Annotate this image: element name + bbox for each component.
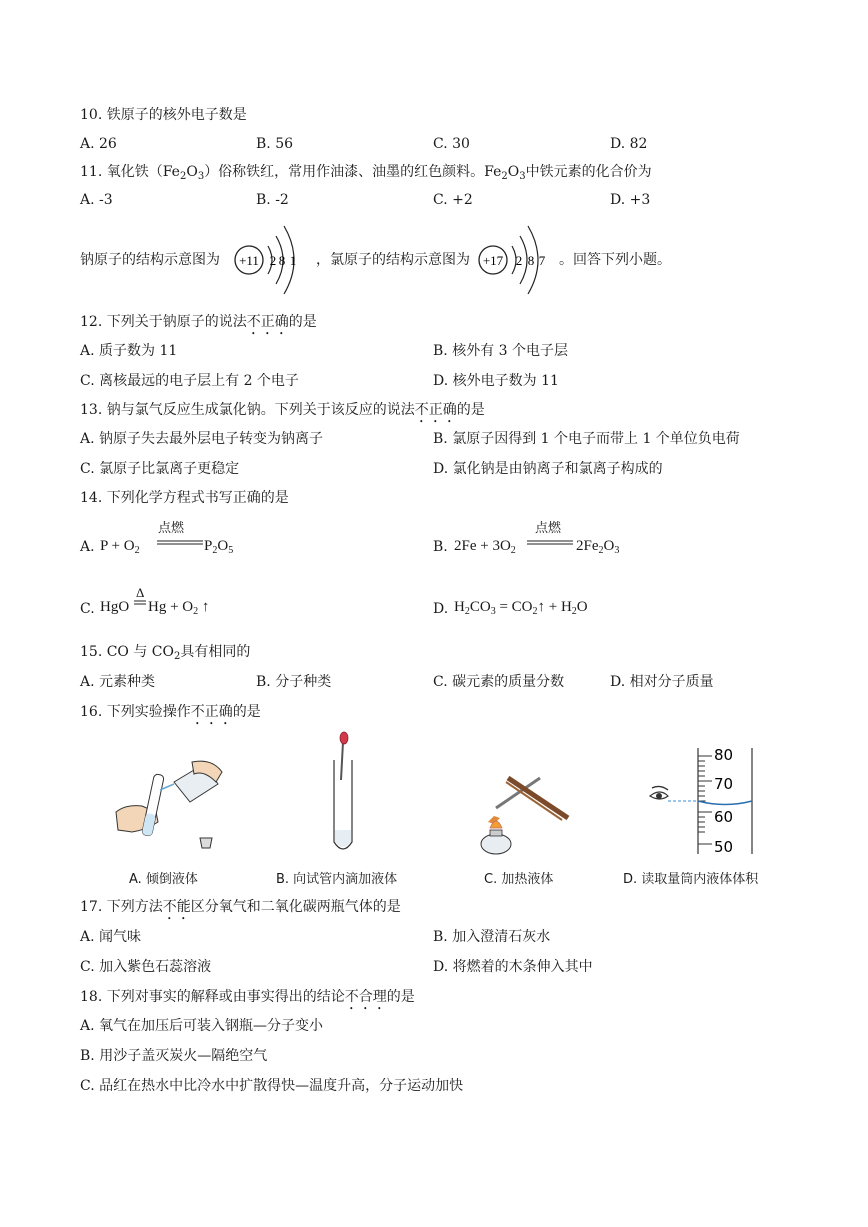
scale-60: 60: [714, 808, 734, 826]
q18-option-a: A. 氧气在加压后可装入钢瓶—分子变小: [80, 1018, 324, 1034]
q14-label-a: A.: [80, 539, 95, 555]
q11-stem: 11. 氧化铁$(Fe_2O_3)$俗称铁红，常用作油漆、油墨的红色颜料。$Fe_2O_3$中铁元素的化合价为: [80, 164, 652, 182]
q13-stem: 13. 钠与氯气反应生成氯化钠。下列关于该反应的说法不正确的是: [80, 402, 485, 418]
q14-a-double-bar: [157, 540, 205, 546]
cl-shell-3: 7: [538, 253, 546, 268]
q14-label-c: C.: [80, 601, 95, 617]
q11-option-c: C. +2: [433, 192, 473, 208]
q12-option-a: A. 质子数为 11: [80, 343, 178, 359]
q15-stem: 15. CO 与 $CO_2$具有相同的: [80, 644, 251, 662]
q11-option-b: B. -2: [256, 192, 289, 208]
sodium-atom-diagram: [232, 222, 322, 298]
q15-option-b: B. 分子种类: [256, 674, 332, 690]
q17-option-b: B. 加入澄清石灰水: [433, 929, 551, 945]
q14-b-double-bar: [527, 540, 575, 546]
q14-b-right: $2Fe_2O_3$: [576, 538, 620, 556]
q15-option-a: A. 元素种类: [80, 674, 156, 690]
scale-80: 80: [714, 746, 734, 764]
q11-option-d: D. +3: [610, 192, 651, 208]
q11-option-a: A. -3: [80, 192, 113, 208]
q17-stem: 17. 下列方法不能区分氧气和二氧化碳两瓶气体的是: [80, 899, 401, 915]
intro-text-1: 钠原子的结构示意图为: [80, 252, 220, 268]
q15-option-c: C. 碳元素的质量分数: [433, 674, 565, 690]
q14-b-left: $2Fe + 3O_2$: [454, 538, 516, 556]
q14-c-right: $Hg + O_2$ ↑: [148, 599, 210, 617]
q18-stem: 18. 下列对事实的解释或由事实得出的结论不合理的是: [80, 989, 415, 1005]
q16-caption-c: C. 加热液体: [484, 872, 554, 887]
chlorine-atom-diagram: [476, 222, 566, 298]
q10-option-a: A. 26: [80, 136, 117, 152]
cylinder-reading-illustration: [640, 744, 760, 859]
scale-70: 70: [714, 775, 734, 793]
q12-option-b: B. 核外有 3 个电子层: [433, 343, 568, 359]
q14-a-left: $P + O_2$: [100, 538, 140, 556]
q12-option-d: D. 核外电子数为 11: [433, 373, 559, 389]
q14-c-delta: Δ: [136, 585, 145, 600]
q14-d-equation: $H_2CO_3$ = $CO_2↑ + H_2O$: [454, 599, 588, 617]
na-shell-2: 8: [278, 253, 286, 268]
q18-option-c: C. 品红在热水中比冷水中扩散得快—温度升高，分子运动加快: [80, 1078, 464, 1094]
q14-label-d: D.: [433, 601, 449, 617]
q10-option-d: D. 82: [610, 136, 648, 152]
dropper-test-tube-illustration: [328, 730, 358, 860]
q14-b-condition: 点燃: [535, 521, 562, 536]
q13-option-d: D. 氯化钠是由钠离子和氯离子构成的: [433, 461, 663, 477]
q14-c-double-bar: [134, 600, 148, 606]
q15-option-d: D. 相对分子质量: [610, 674, 714, 690]
pouring-liquid-illustration: [112, 760, 227, 860]
q10-option-c: C. 30: [433, 136, 470, 152]
q16-stem: 16. 下列实验操作不正确的是: [80, 704, 261, 720]
na-nucleus-label: +11: [239, 253, 259, 268]
q16-caption-a: A. 倾倒液体: [129, 872, 198, 887]
q13-option-c: C. 氯原子比氯离子更稳定: [80, 461, 240, 477]
cl-nucleus-label: +17: [482, 253, 504, 268]
q17-option-a: A. 闻气味: [80, 929, 142, 945]
q17-option-d: D. 将燃着的木条伸入其中: [433, 959, 593, 975]
q12-option-c: C. 离核最远的电子层上有 2 个电子: [80, 373, 299, 389]
q10-stem: 10. 铁原子的核外电子数是: [80, 107, 247, 123]
q10-option-b: B. 56: [256, 136, 294, 152]
heating-liquid-illustration: [478, 772, 573, 862]
q14-label-b: B.: [433, 539, 448, 555]
intro-text-3: 。回答下列小题。: [559, 252, 671, 268]
na-shell-3: 1: [289, 253, 297, 268]
na-shell-1: 2: [269, 253, 277, 268]
q13-option-a: A. 钠原子失去最外层电子转变为钠离子: [80, 431, 324, 447]
q14-a-right: $P_2O_5$: [204, 538, 234, 556]
scale-50: 50: [714, 838, 734, 856]
q16-caption-b: B. 向试管内滴加液体: [276, 872, 398, 887]
q16-caption-d: D. 读取量筒内液体体积: [623, 872, 759, 887]
q17-option-c: C. 加入紫色石蕊溶液: [80, 959, 212, 975]
q12-stem: 12. 下列关于钠原子的说法不正确的是: [80, 314, 317, 330]
q14-c-left: HgO: [100, 599, 130, 615]
cl-shell-2: 8: [527, 253, 535, 268]
q18-option-b: B. 用沙子盖灭炭火—隔绝空气: [80, 1048, 268, 1064]
q14-stem: 14. 下列化学方程式书写正确的是: [80, 490, 289, 506]
intro-text-2: ，氯原子的结构示意图为: [316, 252, 470, 268]
cl-shell-1: 2: [515, 253, 523, 268]
q14-a-condition: 点燃: [158, 521, 185, 536]
q13-option-b: B. 氯原子因得到 1 个电子而带上 1 个单位负电荷: [433, 431, 740, 447]
